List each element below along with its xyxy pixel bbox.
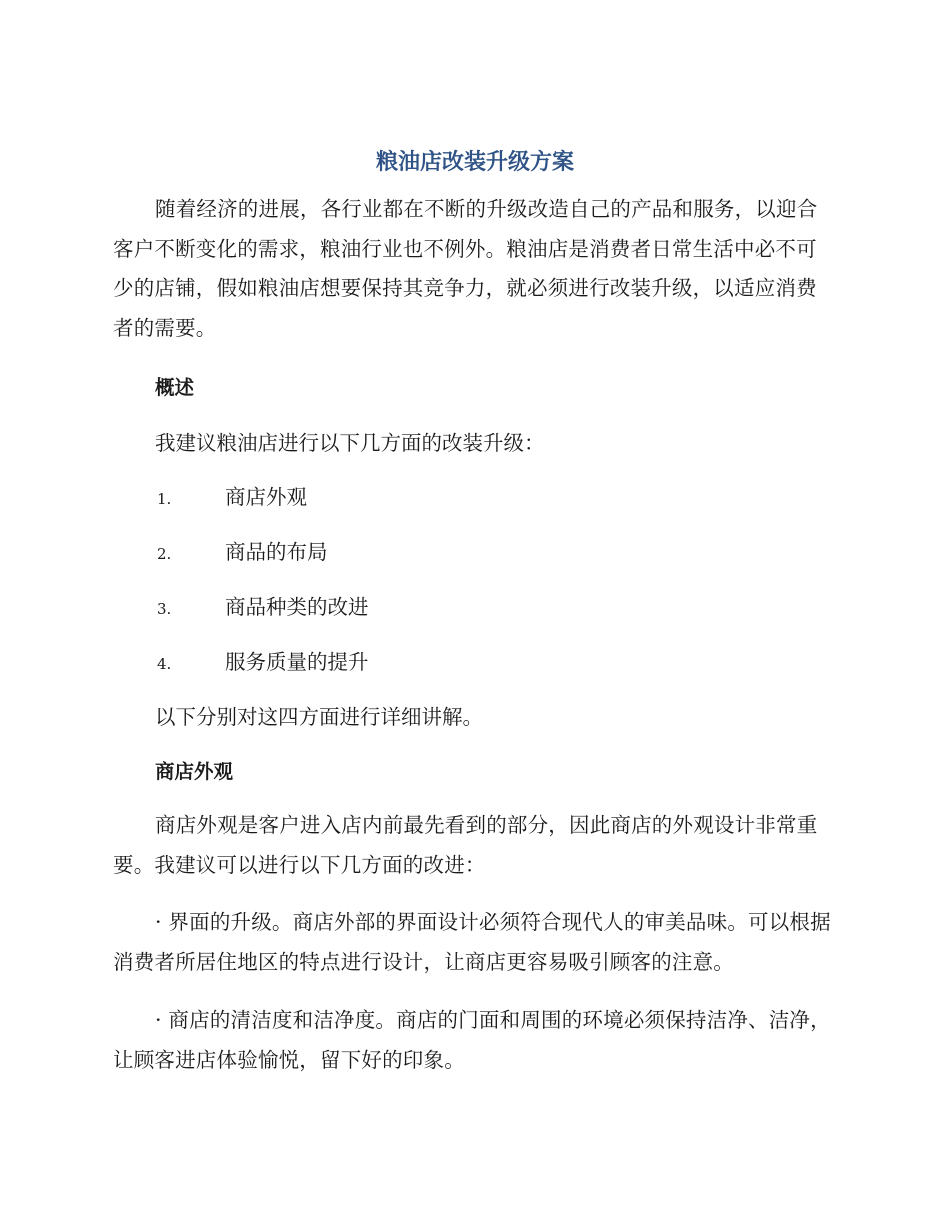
list-item (157, 537, 328, 567)
list-item (157, 592, 369, 622)
list-number: 4. (157, 655, 172, 673)
list-number: 1. (157, 490, 172, 508)
list-label: 商品的布局 (225, 540, 328, 564)
intro-paragraph: 随着经济的进展，各行业都在不断的升级改造自己的产品和服务，以迎合客户不断变化的需求，粮油行业也不例外。粮油店是消费者日常生活中必不可少的店铺，假如粮油店想要保持其竞争力，就必须进行改装升级，以适应消费者的需要。 (113, 197, 818, 340)
document-title: 粮油店改装升级方案 (375, 150, 574, 175)
list-label: 商店外观 (225, 485, 307, 509)
list-label: 商品种类的改进 (225, 595, 369, 619)
overview-tail: 以下分别对这四方面进行详细讲解。 (155, 705, 483, 729)
storefront-heading: 商店外观 (155, 760, 234, 783)
storefront-paragraph: 商店外观是客户进入店内前最先看到的部分，因此商店的外观设计非常重要。我建议可以进行以下几方面的改进： (113, 813, 818, 877)
list-number: 3. (157, 600, 172, 618)
list-item (157, 482, 307, 512)
bullet-paragraph-interface: · 界面的升级。商店外部的界面设计必须符合现代人的审美品味。可以根据消费者所居住地区的特点进行设计，让商店更容易吸引顾客的注意。 (113, 910, 831, 974)
list-label: 服务质量的提升 (225, 650, 369, 674)
list-item (157, 647, 369, 677)
overview-heading: 概述 (155, 376, 195, 399)
overview-lead: 我建议粮油店进行以下几方面的改装升级： (155, 431, 545, 455)
bullet-paragraph-cleanliness: · 商店的清洁度和洁净度。商店的门面和周围的环境必须保持洁净、洁净，让顾客进店体验愉悦，留下好的印象。 (113, 1008, 831, 1072)
list-number: 2. (157, 545, 172, 563)
